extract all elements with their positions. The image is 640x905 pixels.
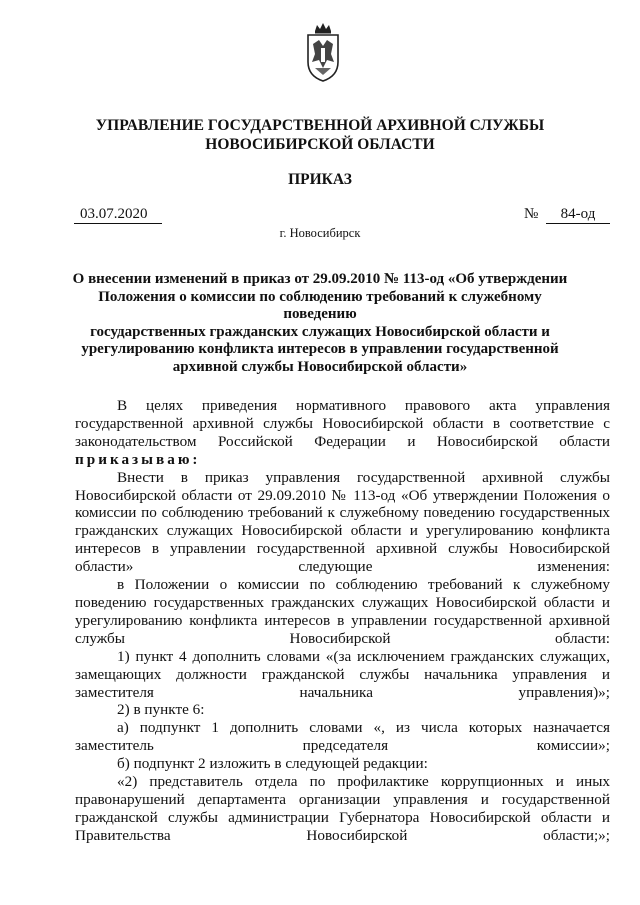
document-date bbox=[74, 206, 162, 224]
subject-line: урегулированию конфликта интересов в управлении государственной bbox=[81, 341, 559, 358]
subject-line: государственных гражданских служащих Новосибирской области и bbox=[90, 323, 550, 340]
number-sign: № bbox=[524, 206, 539, 222]
order-word-text: приказываю: bbox=[75, 450, 201, 468]
paragraph-item-1: 1) пункт 4 дополнить словами «(за исключением гражданских служащих, замещающих должности гражданской службы начальника управления и заместителя начальника управления)»; bbox=[75, 647, 610, 701]
paragraph-item-2: 2) в пункте 6: bbox=[117, 701, 205, 719]
coat-of-arms-icon bbox=[303, 22, 343, 84]
subject-line: О внесении изменений в приказ от 29.09.2010 № 113-од «Об утверждении bbox=[72, 271, 568, 287]
paragraph-new-wording: «2) представитель отдела по профилактике коррупционных и иных правонарушений департамента организации управления и государственной гражданской службы администрации Губернатора Новосибирской области и Правительства Новосибирской области;»; bbox=[75, 773, 610, 844]
paragraph-amendment-intro: Внести в приказ управления государственной архивной службы Новосибирской области от 29.09.2010 № 113-од «Об утверждении Положения о комиссии по соблюдению требований к служебному поведению государственных гражданских служащих Новосибирской области и урегулированию конфликта интересов в управлении государственной архивной службы Новосибирской области» следующие изменения: bbox=[75, 468, 610, 576]
document-body bbox=[75, 397, 610, 845]
order-word bbox=[75, 451, 610, 469]
organization-name-line-1: УПРАВЛЕНИЕ ГОСУДАРСТВЕННОЙ АРХИВНОЙ СЛУЖБЫ bbox=[95, 117, 545, 134]
subject-line: Положения о комиссии по соблюдению требований к служебному поведению bbox=[98, 288, 542, 323]
organization-name-line-2: НОВОСИБИРСКОЙ ОБЛАСТИ bbox=[205, 136, 435, 153]
city-name: г. Новосибирск bbox=[279, 226, 361, 240]
document-type: ПРИКАЗ bbox=[288, 171, 352, 188]
paragraph-preamble: В целях приведения нормативного правового акта управления государственной архивной службы Новосибирской области в соответствие с законодательством Российской Федерации и Новосибирской области bbox=[75, 397, 610, 450]
document-number: 84-од bbox=[546, 206, 610, 224]
paragraph-subitem-b: б) подпункт 2 изложить в следующей редакции: bbox=[117, 755, 428, 773]
paragraph-regulation: в Положении о комиссии по соблюдению требований к служебному поведению государственных гражданских служащих Новосибирской области и урегулированию конфликта интересов в управлении государственной архивной службы Новосибирской области: bbox=[75, 576, 610, 647]
paragraph-subitem-a: а) подпункт 1 дополнить словами «, из числа которых назначается заместитель председателя комиссии»; bbox=[75, 719, 610, 755]
document-subject bbox=[64, 271, 576, 377]
document-date-value: 03.07.2020 bbox=[80, 206, 148, 222]
subject-line: архивной службы Новосибирской области» bbox=[172, 358, 468, 375]
